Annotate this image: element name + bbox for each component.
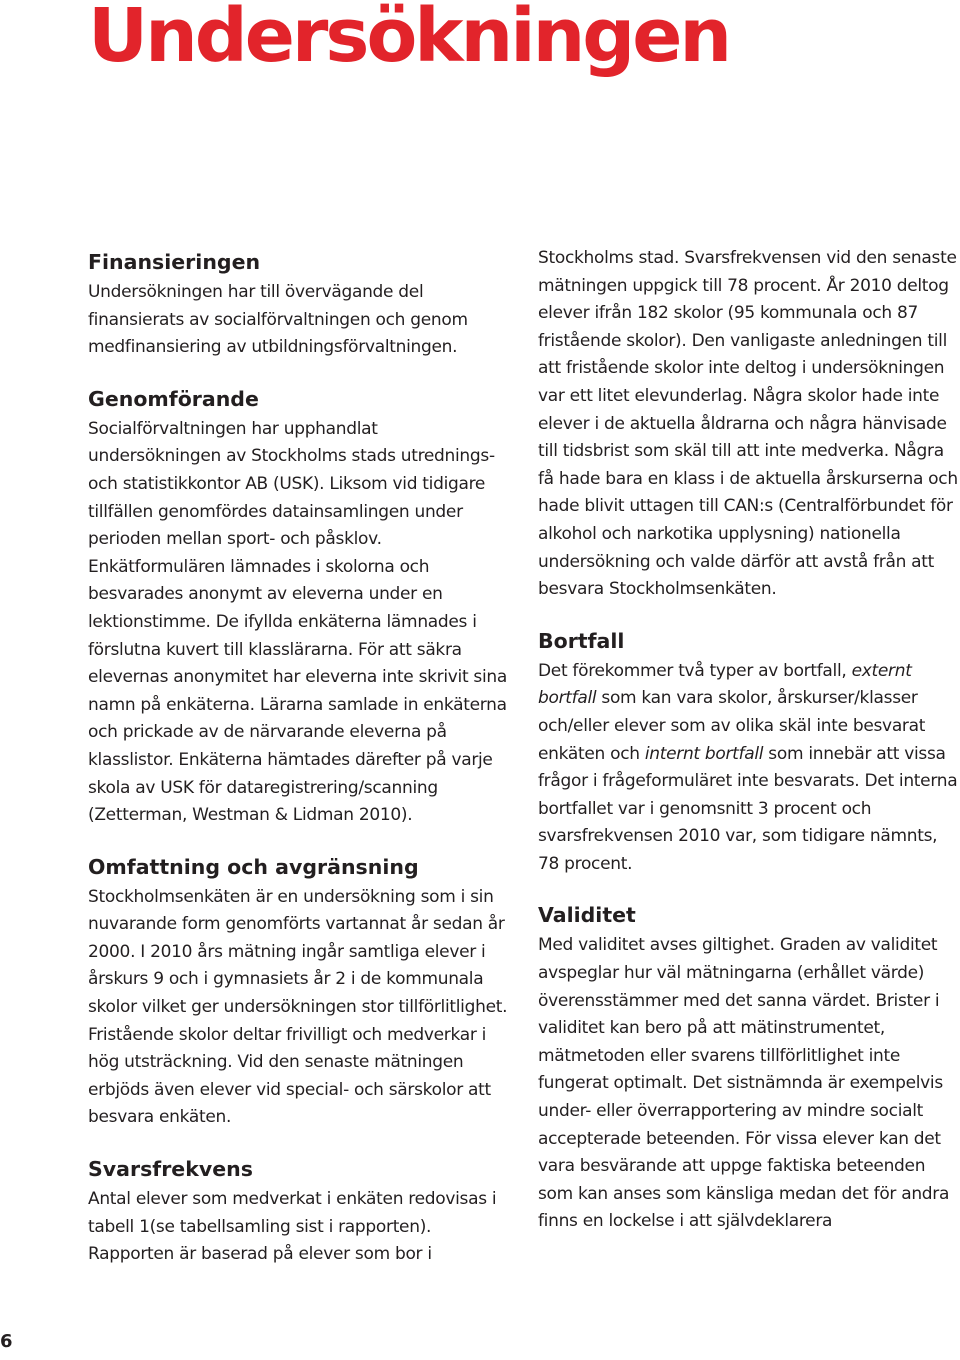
section-genomforande (88, 382, 508, 830)
section-text: Undersökningen har till övervägande del finansierats av socialförvaltningen och genom medfinansiering av utbildningsförvaltningen. (88, 282, 468, 358)
section-heading: Validitet (538, 903, 636, 928)
section-text: Med validitet avses giltighet. Graden av validitet avspeglar hur väl mätningarna (erhållet värde) överensstämmer med det sanna värdet. Brister i validitet kan bero på att mätinstrumentet, mätmetoden eller svarens tillförlitlighet inte fungerat optimalt. Det sistnämnda är exempelvis under- eller överrapportering av mindre socialt accepterade beteenden. För vissa elever kan det vara besvärande att uppge faktiska beteenden som kan anses som känsliga medan det för andra finns en lockelse i att självdeklarera (538, 935, 950, 1232)
section-heading: Finansieringen (88, 250, 261, 274)
section-text: Socialförvaltningen har upphandlat undersökningen av Stockholms stads utrednings- och statistikkontor AB (USK). Liksom vid tidigare tillfällen genomfördes datainsamlingen under perioden mellan sport- och påsklov. Enkätformulären lämnades i skolorna och besvarades anonymt av eleverna under en lektionstimme. De ifyllda enkäterna lämnades i förslutna kuvert till klasslärarna. För att säkra elevernas anonymitet har eleverna inte skrivit sina namn på enkäterna. Lärarna samlade in enkäterna och prickade av de närvarande eleverna på klasslistor. Enkäterna hämtades därefter på varje skola av USK för dataregistrering/scanning (Zetterman, Westman & Lidman 2010). (88, 418, 508, 826)
section-omfattning (88, 850, 508, 1132)
text-run: som innebär att vissa frågor i frågeformuläret inte besvarats. Det interna bortfallet var i genomsnitt 3 procent och svarsfrekvensen 2010 var, som tidigare nämnts, 78 procent. (538, 743, 958, 874)
section-finansieringen (88, 245, 508, 362)
emphasis-internt-bortfall: internt bortfall (644, 743, 764, 764)
right-column (538, 245, 958, 1236)
section-text: Stockholmsenkäten är en undersökning som i sin nuvarande form genomförts vartannat år sedan år 2000. I 2010 års mätning ingår samtliga elever i årskurs 9 och i gymnasiets år 2 i de kommunala skolor vilket ger undersökningen stor tillförlitlighet. Fristående skolor deltar frivilligt och medverkar i hög utsträckning. Vid den senaste mätningen erbjöds även elever vid special- och särskolor att besvara enkäten. (88, 886, 508, 1128)
section-heading: Genomförande (88, 386, 259, 411)
page-number: 6 (0, 1331, 13, 1352)
section-text: Antal elever som medverkat i enkäten redovisas i tabell 1(se tabellsamling sist i rapporten). Rapporten är baserad på elever som bor i (88, 1189, 497, 1265)
section-validitet (538, 898, 958, 1236)
left-column (88, 245, 508, 1269)
section-text (538, 658, 958, 879)
section-heading: Omfattning och avgränsning (88, 854, 419, 879)
text-run: Det förekommer två typer av bortfall, (538, 660, 852, 681)
page-title: Undersökningen (88, 0, 730, 79)
text-run: som kan vara skolor, årskurser/klasser och/eller elever som av olika skäl inte besvarat enkäten och (538, 688, 926, 764)
section-heading: Svarsfrekvens (88, 1157, 253, 1182)
section-svarsfrekvens-continued (538, 245, 958, 604)
section-text: Stockholms stad. Svarsfrekvensen vid den senaste mätningen uppgick till 78 procent. År 2010 deltog elever ifrån 182 skolor (95 kommunala och 87 fristående skolor). Den vanligaste anledningen till att fristående skolor inte deltog i undersökningen var ett litet elevunderlag. Några skolor hade inte elever i de aktuella åldrarna och några hänvisade till tidsbrist som skäl till att inte medverka. Några få hade bara en klass i de aktuella årskurserna och hade blivit uttagen till CAN:s (Centralförbundet för alkohol och narkotika upplysning) nationella undersökning och valde därför att avstå från att besvara Stockholmsenkäten. (538, 248, 958, 600)
section-svarsfrekvens (88, 1152, 508, 1269)
emphasis-externt-bortfall: externt bortfall (538, 660, 912, 709)
section-heading: Bortfall (538, 628, 625, 653)
section-bortfall (538, 624, 958, 879)
